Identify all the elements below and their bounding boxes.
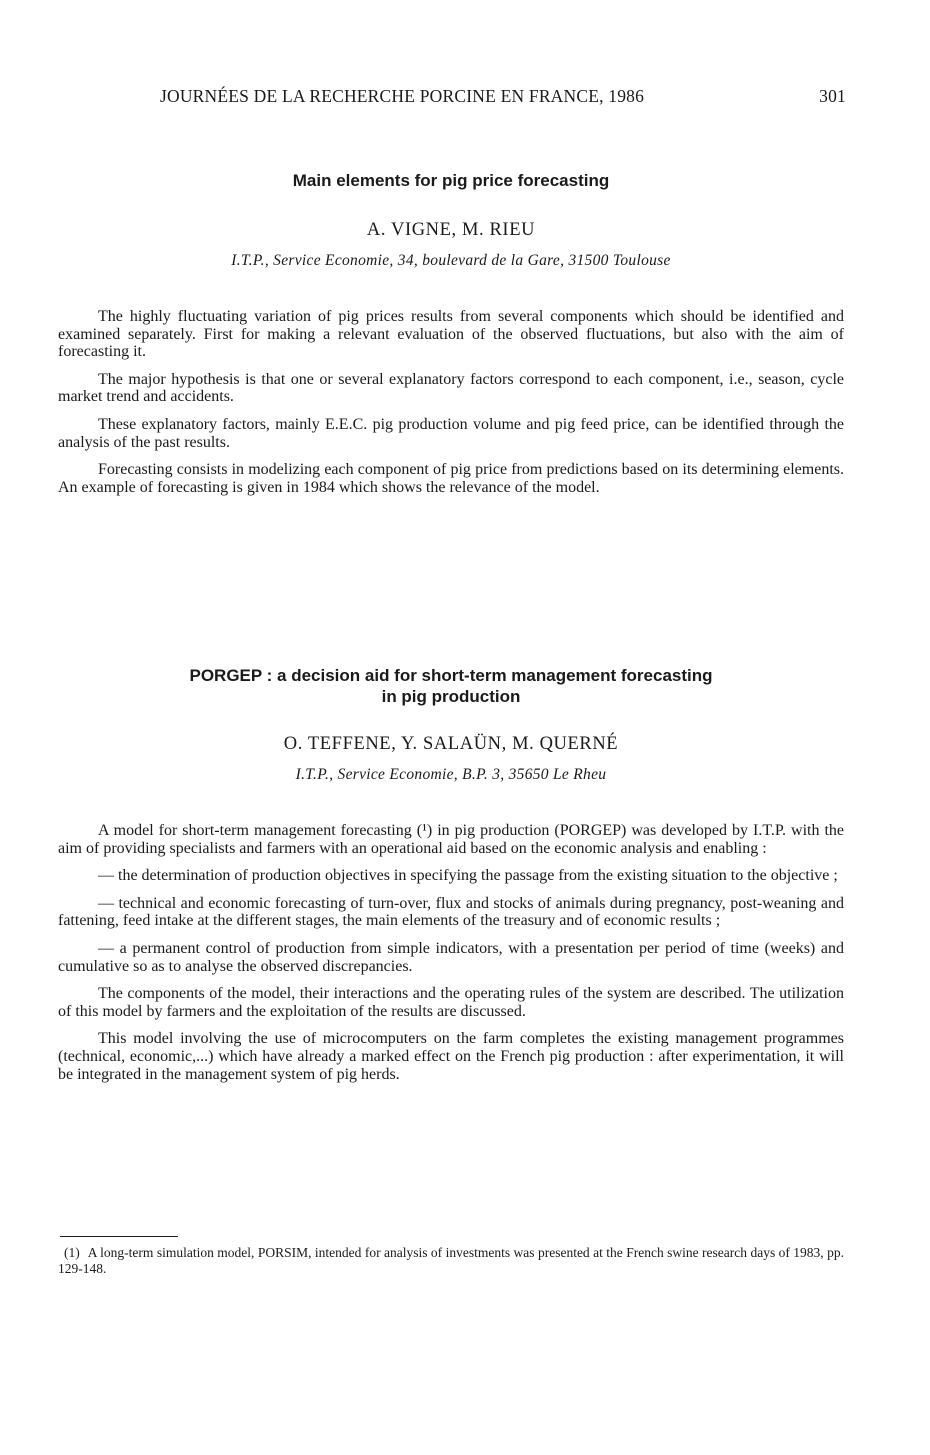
article-title: [58, 170, 844, 191]
article-authors: A. VIGNE, M. RIEU: [366, 220, 536, 240]
paragraph: A model for short-term management forecasting (¹) in pig production (PORGEP) was developed by I.T.P. with the aim of providing specialists and farmers with an operational aid based on the economic analysis and enabling :: [58, 822, 844, 857]
footnote-text: A long-term simulation model, PORSIM, intended for analysis of investments was presented at the French swine research days of 1983, pp. 129-148.: [58, 1245, 844, 1276]
article-authors: O. TEFFENE, Y. SALAÜN, M. QUERNÉ: [283, 734, 619, 754]
paragraph: — the determination of production objectives in specifying the passage from the existing situation to the objective ;: [98, 867, 838, 885]
paragraph: — a permanent control of production from simple indicators, with a presentation per period of time (weeks) and cumulative so as to analyse the observed discrepancies.: [58, 939, 844, 975]
title-line: PORGEP : a decision aid for short-term management forecasting: [189, 666, 713, 685]
article-price-forecasting: [58, 170, 844, 496]
article-affiliation: I.T.P., Service Economie, B.P. 3, 35650 Le Rheu: [295, 766, 607, 783]
title-line: in pig production: [381, 687, 521, 706]
paragraph: — technical and economic forecasting of turn-over, flux and stocks of animals during pregnancy, post-weaning and fattening, feed intake at the different stages, the main elements of the treasury and of economic results ;: [58, 894, 844, 930]
article-title: [58, 665, 844, 707]
paragraph: The major hypothesis is that one or several explanatory factors correspond to each component, i.e., season, cycle market trend and accidents.: [58, 370, 844, 406]
article-affiliation: I.T.P., Service Economie, 34, boulevard de la Gare, 31500 Toulouse: [231, 252, 671, 269]
paragraph: The components of the model, their interactions and the operating rules of the system are described. The utilization of this model by farmers and the exploitation of the results are discussed.: [58, 985, 844, 1020]
paragraph: The highly fluctuating variation of pig prices results from several components which should be identified and examined separately. First for making a relevant evaluation of the observed fluctuations, but also with the aim of forecasting it.: [58, 308, 844, 361]
article-abstract: [58, 822, 844, 1083]
article-porgep: [58, 665, 844, 1083]
journal-title: JOURNÉES DE LA RECHERCHE PORCINE EN FRANCE, 1986: [160, 86, 645, 106]
footnote-marker: (1): [64, 1245, 80, 1260]
page-number: 301: [819, 86, 846, 106]
article-abstract: [58, 308, 844, 496]
paragraph: These explanatory factors, mainly E.E.C. pig production volume and pig feed price, can be identified through the analysis of the past results.: [58, 415, 844, 451]
title-line: Main elements for pig price forecasting: [292, 171, 610, 190]
paragraph: Forecasting consists in modelizing each component of pig price from predictions based on its determining elements. An example of forecasting is given in 1984 which shows the relevance of the model.: [58, 461, 844, 496]
paragraph: This model involving the use of microcomputers on the farm completes the existing management programmes (technical, economic,...) which have already a marked effect on the French pig production : after experimentation, it will be integrated in the management system of pig herds.: [58, 1030, 844, 1083]
footnote-separator: [60, 1236, 178, 1237]
footnote: [58, 1245, 844, 1276]
